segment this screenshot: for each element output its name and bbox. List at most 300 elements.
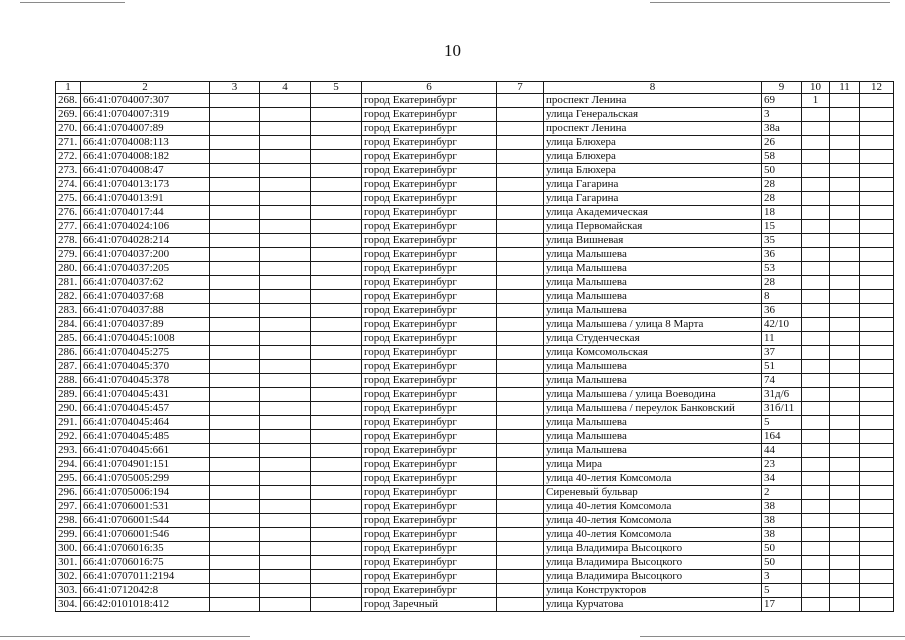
header-cell: 3 [210,82,260,94]
col-5-cell [311,332,362,346]
cadastral-number-cell: 66:41:0704045:275 [81,346,210,360]
row-number-cell: 273. [56,164,81,178]
table-row [56,192,894,206]
col-3-cell [210,178,260,192]
settlement-cell: город Екатеринбург [362,304,497,318]
col-7-cell [497,234,544,248]
row-number-cell: 274. [56,178,81,192]
col-10-cell [802,136,830,150]
settlement-cell: город Екатеринбург [362,542,497,556]
col-4-cell [260,486,311,500]
col-4-cell [260,94,311,108]
col-5-cell [311,598,362,612]
col-7-cell [497,178,544,192]
street-cell: улица Малышева / улица 8 Марта [544,318,762,332]
street-cell: улица Гагарина [544,192,762,206]
street-cell: проспект Ленина [544,122,762,136]
col-5-cell [311,304,362,318]
street-cell: улица Мира [544,458,762,472]
col-11-cell [830,332,860,346]
col-11-cell [830,374,860,388]
col-12-cell [860,402,894,416]
settlement-cell: город Екатеринбург [362,220,497,234]
col-7-cell [497,262,544,276]
col-10-cell [802,276,830,290]
col-3-cell [210,374,260,388]
col-5-cell [311,570,362,584]
col-12-cell [860,486,894,500]
col-11-cell [830,416,860,430]
street-cell: улица Первомайская [544,220,762,234]
col-10-cell [802,570,830,584]
col-3-cell [210,164,260,178]
col-12-cell [860,304,894,318]
col-11-cell [830,430,860,444]
col-3-cell [210,416,260,430]
row-number-cell: 285. [56,332,81,346]
col-12-cell [860,598,894,612]
settlement-cell: город Екатеринбург [362,332,497,346]
col-3-cell [210,486,260,500]
col-5-cell [311,192,362,206]
col-5-cell [311,220,362,234]
col-10-cell [802,444,830,458]
house-number-cell: 50 [762,556,802,570]
col-10-cell [802,262,830,276]
col-10-cell [802,416,830,430]
col-7-cell [497,402,544,416]
col-7-cell [497,514,544,528]
house-number-cell: 44 [762,444,802,458]
col-7-cell [497,360,544,374]
col-3-cell [210,234,260,248]
house-number-cell: 26 [762,136,802,150]
cadastral-number-cell: 66:41:0704007:319 [81,108,210,122]
cadastral-number-cell: 66:41:0704008:182 [81,150,210,164]
col-10-cell [802,234,830,248]
street-cell: улица Студенческая [544,332,762,346]
col-12-cell [860,514,894,528]
table-row [56,570,894,584]
col-10-cell [802,178,830,192]
table-row [56,346,894,360]
table-row [56,164,894,178]
cadastral-number-cell: 66:41:0704045:370 [81,360,210,374]
col-12-cell [860,430,894,444]
col-3-cell [210,318,260,332]
settlement-cell: город Екатеринбург [362,192,497,206]
row-number-cell: 293. [56,444,81,458]
cadastral-number-cell: 66:41:0704045:378 [81,374,210,388]
row-number-cell: 278. [56,234,81,248]
col-10-cell [802,248,830,262]
col-10-cell [802,528,830,542]
table-row [56,276,894,290]
col-4-cell [260,374,311,388]
col-5-cell [311,458,362,472]
col-12-cell [860,206,894,220]
row-number-cell: 281. [56,276,81,290]
col-11-cell [830,108,860,122]
settlement-cell: город Екатеринбург [362,234,497,248]
col-7-cell [497,444,544,458]
house-number-cell: 23 [762,458,802,472]
settlement-cell: город Екатеринбург [362,248,497,262]
settlement-cell: город Екатеринбург [362,388,497,402]
col-11-cell [830,94,860,108]
table-row [56,500,894,514]
col-3-cell [210,220,260,234]
col-11-cell [830,458,860,472]
col-3-cell [210,290,260,304]
col-10-cell [802,584,830,598]
col-4-cell [260,150,311,164]
table-row [56,360,894,374]
col-11-cell [830,598,860,612]
col-10-cell [802,514,830,528]
house-number-cell: 15 [762,220,802,234]
settlement-cell: город Заречный [362,598,497,612]
row-number-cell: 284. [56,318,81,332]
col-11-cell [830,290,860,304]
col-4-cell [260,108,311,122]
table-row [56,122,894,136]
col-3-cell [210,402,260,416]
house-number-cell: 11 [762,332,802,346]
col-3-cell [210,542,260,556]
settlement-cell: город Екатеринбург [362,514,497,528]
row-number-cell: 291. [56,416,81,430]
col-11-cell [830,304,860,318]
col-3-cell [210,206,260,220]
col-4-cell [260,570,311,584]
col-11-cell [830,164,860,178]
col-7-cell [497,542,544,556]
cadastral-number-cell: 66:41:0706001:546 [81,528,210,542]
street-cell: улица Владимира Высоцкого [544,542,762,556]
street-cell: улица Малышева [544,416,762,430]
house-number-cell: 5 [762,584,802,598]
col-3-cell [210,472,260,486]
street-cell: улица Владимира Высоцкого [544,570,762,584]
street-cell: улица Малышева / переулок Банковский [544,402,762,416]
col-7-cell [497,472,544,486]
row-number-cell: 282. [56,290,81,304]
table-row [56,94,894,108]
table-row [56,374,894,388]
col-7-cell [497,248,544,262]
house-number-cell: 38 [762,528,802,542]
col-10-cell [802,472,830,486]
col-12-cell [860,500,894,514]
table-row [56,150,894,164]
col-4-cell [260,234,311,248]
house-number-cell: 18 [762,206,802,220]
row-number-cell: 288. [56,374,81,388]
col-12-cell [860,444,894,458]
table-row [56,136,894,150]
street-cell: улица Владимира Высоцкого [544,556,762,570]
col-10-cell [802,430,830,444]
col-4-cell [260,290,311,304]
col-11-cell [830,360,860,374]
header-cell: 7 [497,82,544,94]
col-12-cell [860,458,894,472]
col-3-cell [210,584,260,598]
street-cell: улица Малышева [544,444,762,458]
col-5-cell [311,374,362,388]
col-12-cell [860,178,894,192]
col-12-cell [860,248,894,262]
col-7-cell [497,556,544,570]
col-3-cell [210,528,260,542]
col-5-cell [311,122,362,136]
col-12-cell [860,332,894,346]
col-10-cell [802,542,830,556]
col-5-cell [311,290,362,304]
house-number-cell: 164 [762,430,802,444]
table-row [56,248,894,262]
table-row [56,444,894,458]
house-number-cell: 28 [762,192,802,206]
col-10-cell [802,486,830,500]
col-4-cell [260,416,311,430]
house-number-cell: 42/10 [762,318,802,332]
col-5-cell [311,108,362,122]
row-number-cell: 277. [56,220,81,234]
col-11-cell [830,556,860,570]
col-10-cell [802,108,830,122]
cadastral-number-cell: 66:41:0704007:89 [81,122,210,136]
house-number-cell: 38а [762,122,802,136]
street-cell: улица 40-летия Комсомола [544,500,762,514]
col-11-cell [830,248,860,262]
settlement-cell: город Екатеринбург [362,556,497,570]
col-5-cell [311,542,362,556]
house-number-cell: 17 [762,598,802,612]
col-10-cell [802,374,830,388]
col-4-cell [260,220,311,234]
cadastral-number-cell: 66:41:0704037:89 [81,318,210,332]
col-10-cell: 1 [802,94,830,108]
col-10-cell [802,304,830,318]
col-5-cell [311,528,362,542]
col-5-cell [311,416,362,430]
cadastral-number-cell: 66:41:0704008:113 [81,136,210,150]
col-5-cell [311,136,362,150]
house-number-cell: 38 [762,514,802,528]
col-7-cell [497,206,544,220]
col-12-cell [860,388,894,402]
col-4-cell [260,598,311,612]
table-row [56,472,894,486]
col-12-cell [860,570,894,584]
col-4-cell [260,136,311,150]
cadastral-number-cell: 66:41:0704045:431 [81,388,210,402]
cadastral-number-cell: 66:41:0705005:299 [81,472,210,486]
col-10-cell [802,290,830,304]
settlement-cell: город Екатеринбург [362,136,497,150]
table-row [56,220,894,234]
col-4-cell [260,444,311,458]
col-3-cell [210,136,260,150]
col-5-cell [311,514,362,528]
street-cell: улица Блюхера [544,136,762,150]
col-3-cell [210,360,260,374]
cadastral-number-cell: 66:41:0704045:1008 [81,332,210,346]
house-number-cell: 28 [762,276,802,290]
col-12-cell [860,318,894,332]
cadastral-number-cell: 66:41:0704037:205 [81,262,210,276]
col-10-cell [802,164,830,178]
scan-edge-bottom-right [640,636,905,637]
header-row [56,82,894,94]
table-row [56,402,894,416]
col-7-cell [497,570,544,584]
col-10-cell [802,318,830,332]
col-3-cell [210,94,260,108]
table-row [56,416,894,430]
col-11-cell [830,486,860,500]
house-number-cell: 31д/6 [762,388,802,402]
col-12-cell [860,290,894,304]
col-5-cell [311,164,362,178]
col-10-cell [802,402,830,416]
col-12-cell [860,276,894,290]
house-number-cell: 37 [762,346,802,360]
col-5-cell [311,500,362,514]
table-row [56,318,894,332]
settlement-cell: город Екатеринбург [362,528,497,542]
scan-edge-bottom-left [0,636,250,637]
table-row [56,304,894,318]
col-4-cell [260,276,311,290]
col-7-cell [497,346,544,360]
settlement-cell: город Екатеринбург [362,262,497,276]
table-row [56,486,894,500]
street-cell: улица Конструкторов [544,584,762,598]
settlement-cell: город Екатеринбург [362,374,497,388]
col-10-cell [802,556,830,570]
table-body [56,94,894,612]
scan-edge-top-left [20,2,125,3]
settlement-cell: город Екатеринбург [362,430,497,444]
settlement-cell: город Екатеринбург [362,444,497,458]
row-number-cell: 292. [56,430,81,444]
col-10-cell [802,332,830,346]
cadastral-number-cell: 66:42:0101018:412 [81,598,210,612]
col-4-cell [260,206,311,220]
col-12-cell [860,262,894,276]
header-cell: 12 [860,82,894,94]
col-4-cell [260,332,311,346]
col-5-cell [311,430,362,444]
header-cell: 6 [362,82,497,94]
house-number-cell: 36 [762,248,802,262]
settlement-cell: город Екатеринбург [362,206,497,220]
settlement-cell: город Екатеринбург [362,584,497,598]
cadastral-number-cell: 66:41:0712042:8 [81,584,210,598]
col-5-cell [311,150,362,164]
col-10-cell [802,192,830,206]
row-number-cell: 268. [56,94,81,108]
col-4-cell [260,318,311,332]
settlement-cell: город Екатеринбург [362,458,497,472]
col-11-cell [830,402,860,416]
col-7-cell [497,458,544,472]
col-7-cell [497,122,544,136]
col-4-cell [260,514,311,528]
col-10-cell [802,388,830,402]
table-row [56,556,894,570]
col-10-cell [802,206,830,220]
col-5-cell [311,486,362,500]
cadastral-number-cell: 66:41:0704037:68 [81,290,210,304]
col-5-cell [311,472,362,486]
header-cell: 4 [260,82,311,94]
row-number-cell: 280. [56,262,81,276]
row-number-cell: 304. [56,598,81,612]
cadastral-number-cell: 66:41:0704007:307 [81,94,210,108]
col-4-cell [260,556,311,570]
table-row [56,290,894,304]
col-12-cell [860,220,894,234]
col-12-cell [860,472,894,486]
col-3-cell [210,192,260,206]
col-7-cell [497,388,544,402]
settlement-cell: город Екатеринбург [362,122,497,136]
col-12-cell [860,192,894,206]
table-row [56,528,894,542]
settlement-cell: город Екатеринбург [362,276,497,290]
table-row [56,430,894,444]
house-number-cell: 5 [762,416,802,430]
row-number-cell: 300. [56,542,81,556]
street-cell: улица Блюхера [544,150,762,164]
col-5-cell [311,94,362,108]
table-row [56,234,894,248]
settlement-cell: город Екатеринбург [362,360,497,374]
col-7-cell [497,136,544,150]
col-4-cell [260,528,311,542]
cadastral-number-cell: 66:41:0704901:151 [81,458,210,472]
col-3-cell [210,276,260,290]
settlement-cell: город Екатеринбург [362,416,497,430]
col-5-cell [311,178,362,192]
col-4-cell [260,122,311,136]
col-12-cell [860,374,894,388]
col-5-cell [311,346,362,360]
col-7-cell [497,94,544,108]
house-number-cell: 38 [762,500,802,514]
col-11-cell [830,584,860,598]
col-10-cell [802,346,830,360]
settlement-cell: город Екатеринбург [362,472,497,486]
row-number-cell: 279. [56,248,81,262]
col-7-cell [497,164,544,178]
col-4-cell [260,248,311,262]
col-3-cell [210,458,260,472]
header-cell: 11 [830,82,860,94]
col-11-cell [830,262,860,276]
settlement-cell: город Екатеринбург [362,318,497,332]
cadastral-table [55,81,894,612]
row-number-cell: 303. [56,584,81,598]
street-cell: улица Малышева [544,290,762,304]
header-cell: 2 [81,82,210,94]
cadastral-number-cell: 66:41:0706016:35 [81,542,210,556]
col-12-cell [860,584,894,598]
